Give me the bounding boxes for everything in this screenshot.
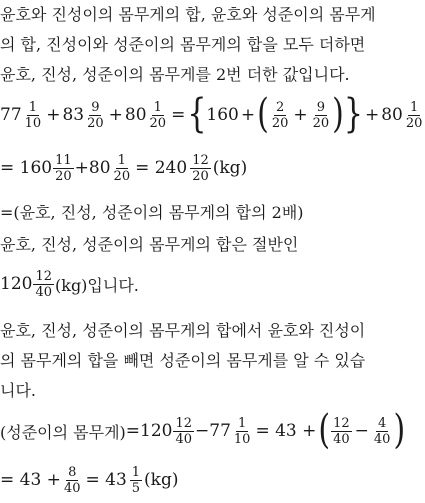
left-brace: { xyxy=(187,90,207,138)
expression-text: = 240 xyxy=(135,158,188,178)
fraction: $\frac{1}{20}$ xyxy=(113,152,131,184)
expression-label: (성준이의 몸무게) xyxy=(0,422,126,442)
whole-number: 80 xyxy=(124,105,147,125)
explain-line-3: 니다. xyxy=(0,381,36,400)
fraction: $\frac{1}{5}$ xyxy=(131,464,141,496)
intro-line-3: 윤호, 진성, 성준이의 몸무게를 2번 더한 값입니다. xyxy=(0,65,350,84)
fraction: $\frac{2}{20}$ xyxy=(271,99,289,131)
explain-line-1: 윤호, 진성, 성준이의 몸무게의 합에서 윤호와 진성이 xyxy=(0,321,366,340)
right-paren: ) xyxy=(332,90,344,138)
fraction: $\frac{9}{20}$ xyxy=(312,99,330,131)
half-value-line xyxy=(0,262,139,306)
left-paren: ( xyxy=(257,90,269,138)
intro-line-2: 의 합, 진성이와 성준이의 몸무게의 합을 모두 더하면 xyxy=(0,35,366,54)
fraction: $\frac{4}{40}$ xyxy=(373,415,391,447)
whole-number: 120 xyxy=(0,274,33,294)
expression-text: =120 xyxy=(125,421,173,441)
equation-result xyxy=(0,146,247,190)
intro-line-1: 윤호와 진성이의 몸무게의 합, 윤호와 성준이의 몸무게 xyxy=(0,5,376,24)
half-line-2: 윤호, 진성, 성준이의 몸무게의 합은 절반인 xyxy=(0,235,299,254)
expression-text: = 43 + xyxy=(0,470,61,490)
equation-sum: 77 $\frac{1}{10}$ + 83 $\frac{9}{20}$ + 80 $\frac{1}{20}$ = { 160 + ( $\frac{2}{20}$ + $\frac{9}{20}$ ) } + 80 $\frac{1}{20}$ xyxy=(0,90,423,138)
expression-text: −77 xyxy=(195,421,231,441)
equals-sign: = xyxy=(171,105,186,125)
fraction: $\frac{1}{20}$ xyxy=(149,99,167,131)
fraction: $\frac{12}{20}$ xyxy=(192,152,209,184)
whole-number: 77 xyxy=(0,105,22,125)
expression-text: +80 xyxy=(74,158,111,178)
fraction: $\frac{9}{20}$ xyxy=(87,99,104,131)
expression-text: = 43 + xyxy=(255,421,317,441)
half-line-1: =(윤호, 진성, 성준이의 몸무게의 합의 2배) xyxy=(0,203,304,222)
explain-line-2: 의 몸무게의 합을 빼면 성준이의 몸무게를 알 수 있습 xyxy=(0,351,366,370)
fraction: $\frac{1}{20}$ xyxy=(405,99,423,131)
equation-seongjun: (성준이의 몸무게) =120 $\frac{12}{40}$ −77 $\frac{1}{10}$ = 43 + ( $\frac{12}{40}$ − $\frac{4}{40}$ ) xyxy=(0,406,406,454)
right-brace: } xyxy=(343,90,363,138)
unit-label: (kg) xyxy=(144,470,179,490)
expression-text: = 160 xyxy=(0,158,53,178)
whole-number: 160 xyxy=(206,105,239,125)
fraction: $\frac{12}{40}$ xyxy=(333,415,350,447)
whole-number: 80 xyxy=(381,105,403,125)
fraction: $\frac{11}{20}$ xyxy=(55,152,72,184)
expression-text: = 43 xyxy=(85,470,127,490)
fraction: $\frac{12}{40}$ xyxy=(35,268,52,300)
unit-label: (kg) xyxy=(212,158,248,178)
fraction: $\frac{1}{10}$ xyxy=(233,415,251,447)
right-paren: ) xyxy=(393,406,406,454)
equation-final xyxy=(0,458,179,502)
fraction: $\frac{1}{10}$ xyxy=(24,99,42,131)
fraction: $\frac{12}{40}$ xyxy=(175,415,193,447)
tail-text: (kg)입니다. xyxy=(55,275,139,295)
fraction: $\frac{8}{40}$ xyxy=(63,464,81,496)
whole-number: 83 xyxy=(62,105,85,125)
left-paren: ( xyxy=(318,406,331,454)
